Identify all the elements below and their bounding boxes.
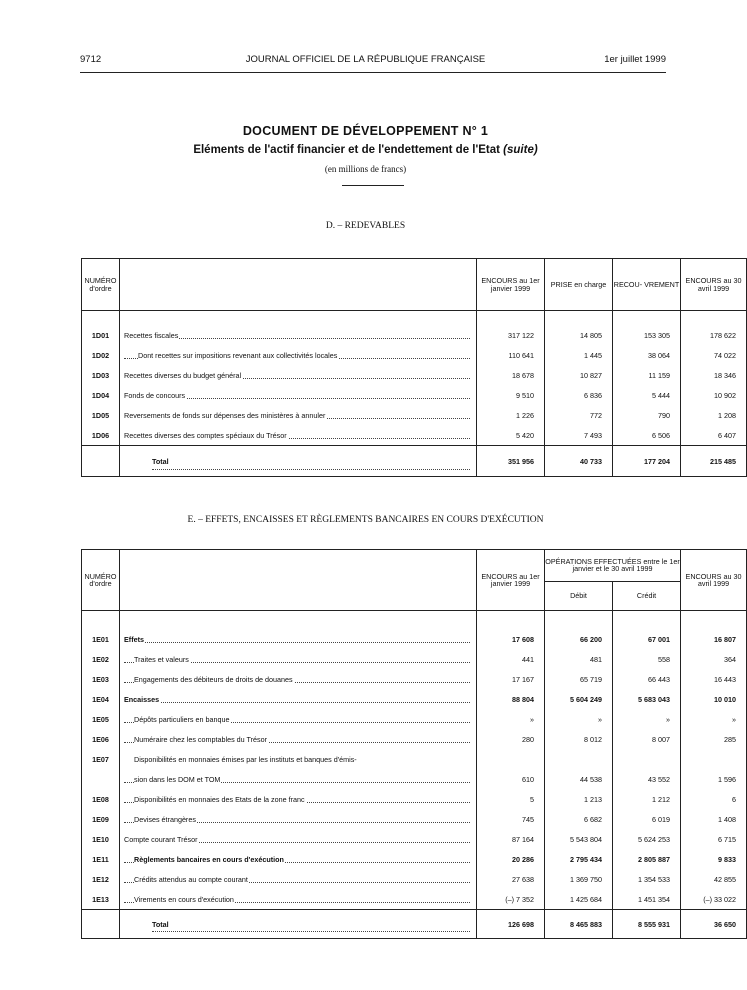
row-value-v1: 20 286 xyxy=(477,849,545,869)
spacer-cell xyxy=(120,311,477,326)
row-value-v1: » xyxy=(477,709,545,729)
row-label: Compte courant Trésor xyxy=(124,834,198,844)
table-row xyxy=(82,729,747,749)
row-value-v4: 178 622 xyxy=(681,325,747,345)
table-row xyxy=(82,365,747,385)
row-label-cell xyxy=(120,869,477,889)
col-header-debit: Débit xyxy=(545,581,613,610)
row-label: Disponibilités en monnaies émises par les instituts et banques d'émis- xyxy=(134,754,357,764)
redevables-table xyxy=(81,258,747,477)
row-value-v1: (–) 7 352 xyxy=(477,889,545,910)
row-value-v1: 18 678 xyxy=(477,365,545,385)
row-label-cell xyxy=(120,789,477,809)
row-label-cell xyxy=(120,365,477,385)
row-value-v3 xyxy=(613,749,681,769)
row-value-v3: 5 444 xyxy=(613,385,681,405)
table-row xyxy=(82,789,747,809)
total-code xyxy=(82,446,120,477)
col-header-operations: OPÉRATIONS EFFECTUÉES entre le 1er janvier et le 30 avril 1999 xyxy=(545,550,681,582)
col-header-prise: PRISE en charge xyxy=(545,259,613,311)
row-code: 1E11 xyxy=(82,849,120,869)
row-value-v3: 38 064 xyxy=(613,345,681,365)
row-label: Effets xyxy=(124,634,144,644)
row-label: Recettes diverses des comptes spéciaux du Trésor xyxy=(124,430,287,440)
row-label-cell xyxy=(120,629,477,649)
spacer-cell xyxy=(82,611,120,630)
row-value-v2: 6 682 xyxy=(545,809,613,829)
row-value-v3: 153 305 xyxy=(613,325,681,345)
total-label: Total xyxy=(152,919,169,929)
row-label-cell xyxy=(120,709,477,729)
row-value-v4: 6 715 xyxy=(681,829,747,849)
row-label: Virements en cours d'exécution xyxy=(134,894,234,904)
table-row xyxy=(82,425,747,446)
total-value-v3: 8 555 931 xyxy=(613,910,681,939)
row-label: Règlements bancaires en cours d'exécution xyxy=(134,854,284,864)
total-value-v1: 351 956 xyxy=(477,446,545,477)
row-value-v4: 10 902 xyxy=(681,385,747,405)
table-row xyxy=(82,345,747,365)
table-row xyxy=(82,385,747,405)
row-value-v2: 2 795 434 xyxy=(545,849,613,869)
row-value-v2: 5 543 804 xyxy=(545,829,613,849)
row-label-cell xyxy=(120,345,477,365)
row-label: Reversements de fonds sur dépenses des ministères à annuler xyxy=(124,410,326,420)
col-header-num: NUMÉRO d'ordre xyxy=(82,259,120,311)
row-value-v3: 66 443 xyxy=(613,669,681,689)
row-code: 1E03 xyxy=(82,669,120,689)
row-value-v1: 17 167 xyxy=(477,669,545,689)
table-header-row xyxy=(82,550,747,582)
row-value-v2: 1 369 750 xyxy=(545,869,613,889)
table-row xyxy=(82,629,747,649)
col-header-recouvrement: RECOU- VREMENT xyxy=(613,259,681,311)
row-value-v2: 1 445 xyxy=(545,345,613,365)
total-value-v3: 177 204 xyxy=(613,446,681,477)
row-value-v4: 285 xyxy=(681,729,747,749)
row-code: 1D02 xyxy=(82,345,120,365)
row-label: Dépôts particuliers en banque xyxy=(134,714,230,724)
col-header-credit: Crédit xyxy=(613,581,681,610)
units-note: (en millions de francs) xyxy=(324,164,407,174)
row-label: Recettes fiscales xyxy=(124,330,179,340)
row-value-v3: 790 xyxy=(613,405,681,425)
row-label-cell xyxy=(120,669,477,689)
row-value-v3: 67 001 xyxy=(613,629,681,649)
row-value-v1: 5 xyxy=(477,789,545,809)
col-header-encours-avril: ENCOURS au 30 avril 1999 xyxy=(681,259,747,311)
row-label: Dont recettes sur impositions revenant aux collectivités locales xyxy=(138,350,338,360)
document-title: DOCUMENT DE DÉVELOPPEMENT N° 1 xyxy=(242,124,489,138)
row-code: 1D04 xyxy=(82,385,120,405)
subtitle-suffix: (suite) xyxy=(503,144,538,156)
total-value-v4: 36 650 xyxy=(681,910,747,939)
total-value-v4: 215 485 xyxy=(681,446,747,477)
dot-leader xyxy=(124,642,470,643)
spacer-cell xyxy=(120,611,477,630)
table-row xyxy=(82,649,747,669)
row-code: 1E04 xyxy=(82,689,120,709)
row-value-v2: 5 604 249 xyxy=(545,689,613,709)
row-value-v4: 1 208 xyxy=(681,405,747,425)
row-label-cell xyxy=(120,889,477,910)
row-value-v3: 558 xyxy=(613,649,681,669)
row-value-v1: 17 608 xyxy=(477,629,545,649)
row-label-cell xyxy=(120,849,477,869)
row-code: 1E13 xyxy=(82,889,120,910)
spacer-cell xyxy=(681,611,747,630)
total-value-v2: 8 465 883 xyxy=(545,910,613,939)
table-row xyxy=(82,829,747,849)
total-code xyxy=(82,910,120,939)
spacer-cell xyxy=(681,311,747,326)
dot-leader xyxy=(152,931,470,932)
row-value-v3: 5 624 253 xyxy=(613,829,681,849)
spacer-cell xyxy=(545,311,613,326)
row-value-v1: 27 638 xyxy=(477,869,545,889)
page-number: 9712 xyxy=(80,54,102,65)
row-label-cell xyxy=(120,769,477,789)
row-label: Traites et valeurs xyxy=(134,654,189,664)
row-value-v1: 87 164 xyxy=(477,829,545,849)
row-value-v1: 280 xyxy=(477,729,545,749)
row-value-v3: 2 805 887 xyxy=(613,849,681,869)
row-label: Disponibilités en monnaies des Etats de la zone franc xyxy=(134,794,305,804)
row-label: Engagements des débiteurs de droits de douanes xyxy=(134,674,293,684)
row-value-v2: 772 xyxy=(545,405,613,425)
row-value-v2 xyxy=(545,749,613,769)
spacer-cell xyxy=(477,311,545,326)
row-code: 1E08 xyxy=(82,789,120,809)
row-value-v3: » xyxy=(613,709,681,729)
row-value-v2: 65 719 xyxy=(545,669,613,689)
spacer-cell xyxy=(545,611,613,630)
row-code: 1E10 xyxy=(82,829,120,849)
row-value-v3: 1 354 533 xyxy=(613,869,681,889)
row-code: 1E07 xyxy=(82,749,120,769)
table-row xyxy=(82,405,747,425)
row-label-cell xyxy=(120,749,477,769)
table-header-row xyxy=(82,259,747,311)
row-label-cell xyxy=(120,325,477,345)
total-row xyxy=(82,446,747,477)
row-label: sion dans les DOM et TOM xyxy=(134,774,221,784)
row-code: 1E12 xyxy=(82,869,120,889)
section-e-heading: E. – EFFETS, ENCAISSES ET RÈGLEMENTS BANCAIRES EN COURS D'EXÉCUTION xyxy=(187,515,544,525)
row-value-v1: 745 xyxy=(477,809,545,829)
row-value-v2: » xyxy=(545,709,613,729)
row-label: Fonds de concours xyxy=(124,390,186,400)
total-label-cell xyxy=(120,446,477,477)
row-label-cell xyxy=(120,385,477,405)
row-label: Crédits attendus au compte courant xyxy=(134,874,248,884)
row-label-cell xyxy=(120,405,477,425)
table-row xyxy=(82,889,747,910)
row-code: 1E06 xyxy=(82,729,120,749)
row-label-cell xyxy=(120,729,477,749)
row-value-v4: 42 855 xyxy=(681,869,747,889)
col-header-num: NUMÉRO d'ordre xyxy=(82,550,120,611)
row-value-v3: 11 159 xyxy=(613,365,681,385)
row-value-v2: 481 xyxy=(545,649,613,669)
row-value-v3: 1 212 xyxy=(613,789,681,809)
row-label-cell xyxy=(120,425,477,446)
total-value-v2: 40 733 xyxy=(545,446,613,477)
spacer-cell xyxy=(613,611,681,630)
row-value-v4: 74 022 xyxy=(681,345,747,365)
row-code: 1D01 xyxy=(82,325,120,345)
row-value-v1: 5 420 xyxy=(477,425,545,446)
row-value-v4: (–) 33 022 xyxy=(681,889,747,910)
table-row xyxy=(82,669,747,689)
spacer-cell xyxy=(477,611,545,630)
dot-leader xyxy=(152,469,470,470)
row-label-cell xyxy=(120,649,477,669)
row-value-v3: 6 019 xyxy=(613,809,681,829)
row-value-v4: 16 807 xyxy=(681,629,747,649)
issue-date: 1er juillet 1999 xyxy=(604,54,666,65)
row-value-v4: 10 010 xyxy=(681,689,747,709)
table-row xyxy=(82,749,747,769)
row-value-v4: 1 408 xyxy=(681,809,747,829)
total-row xyxy=(82,910,747,939)
table-row xyxy=(82,325,747,345)
row-value-v4 xyxy=(681,749,747,769)
row-label: Numéraire chez les comptables du Trésor xyxy=(134,734,268,744)
row-value-v3: 1 451 354 xyxy=(613,889,681,910)
total-label: Total xyxy=(152,456,169,466)
row-value-v2: 44 538 xyxy=(545,769,613,789)
dot-leader xyxy=(124,702,470,703)
row-value-v4: 1 596 xyxy=(681,769,747,789)
col-header-encours-jan: ENCOURS au 1er janvier 1999 xyxy=(477,259,545,311)
row-value-v2: 1 213 xyxy=(545,789,613,809)
row-value-v2: 66 200 xyxy=(545,629,613,649)
col-header-encours-avril: ENCOURS au 30 avril 1999 xyxy=(681,550,747,611)
row-value-v4: 9 833 xyxy=(681,849,747,869)
row-value-v1 xyxy=(477,749,545,769)
row-label: Recettes diverses du budget général xyxy=(124,370,242,380)
row-label: Encaisses xyxy=(124,694,160,704)
row-code: 1D05 xyxy=(82,405,120,425)
subtitle-text: Eléments de l'actif financier et de l'endettement de l'Etat xyxy=(193,144,500,156)
spacer-cell xyxy=(82,311,120,326)
row-label: Devises étrangères xyxy=(134,814,196,824)
row-value-v3: 6 506 xyxy=(613,425,681,446)
row-label-cell xyxy=(120,829,477,849)
table-row xyxy=(82,849,747,869)
row-value-v4: » xyxy=(681,709,747,729)
row-value-v2: 1 425 684 xyxy=(545,889,613,910)
row-value-v3: 8 007 xyxy=(613,729,681,749)
spacer-cell xyxy=(613,311,681,326)
title-rule xyxy=(342,185,404,186)
row-value-v2: 10 827 xyxy=(545,365,613,385)
row-value-v1: 110 641 xyxy=(477,345,545,365)
row-value-v1: 610 xyxy=(477,769,545,789)
row-value-v4: 364 xyxy=(681,649,747,669)
section-d-heading: D. – REDEVABLES xyxy=(325,221,406,231)
row-value-v2: 14 805 xyxy=(545,325,613,345)
row-value-v1: 317 122 xyxy=(477,325,545,345)
row-code: 1D06 xyxy=(82,425,120,446)
row-value-v4: 16 443 xyxy=(681,669,747,689)
total-value-v1: 126 698 xyxy=(477,910,545,939)
table-row xyxy=(82,769,747,789)
row-value-v3: 5 683 043 xyxy=(613,689,681,709)
col-header-label xyxy=(120,550,477,611)
header-rule xyxy=(80,72,666,73)
row-value-v1: 9 510 xyxy=(477,385,545,405)
row-code: 1E09 xyxy=(82,809,120,829)
row-value-v4: 6 xyxy=(681,789,747,809)
row-code xyxy=(82,769,120,789)
row-value-v1: 1 226 xyxy=(477,405,545,425)
row-code: 1E01 xyxy=(82,629,120,649)
row-value-v1: 88 804 xyxy=(477,689,545,709)
row-label-cell xyxy=(120,689,477,709)
spacer-row xyxy=(82,611,747,630)
col-header-label xyxy=(120,259,477,311)
journal-title: JOURNAL OFFICIEL DE LA RÉPUBLIQUE FRANÇAISE xyxy=(245,54,486,65)
document-subtitle xyxy=(0,144,731,156)
row-value-v4: 6 407 xyxy=(681,425,747,446)
effets-table xyxy=(81,549,747,939)
table-row xyxy=(82,869,747,889)
total-label-cell xyxy=(120,910,477,939)
table-row xyxy=(82,689,747,709)
table-row xyxy=(82,709,747,729)
row-value-v2: 6 836 xyxy=(545,385,613,405)
row-code: 1E02 xyxy=(82,649,120,669)
row-value-v3: 43 552 xyxy=(613,769,681,789)
row-code: 1E05 xyxy=(82,709,120,729)
table-row xyxy=(82,809,747,829)
row-code: 1D03 xyxy=(82,365,120,385)
row-value-v2: 7 493 xyxy=(545,425,613,446)
spacer-row xyxy=(82,311,747,326)
col-header-encours-jan: ENCOURS au 1er janvier 1999 xyxy=(477,550,545,611)
row-label-cell xyxy=(120,809,477,829)
row-value-v4: 18 346 xyxy=(681,365,747,385)
row-value-v2: 8 012 xyxy=(545,729,613,749)
row-value-v1: 441 xyxy=(477,649,545,669)
